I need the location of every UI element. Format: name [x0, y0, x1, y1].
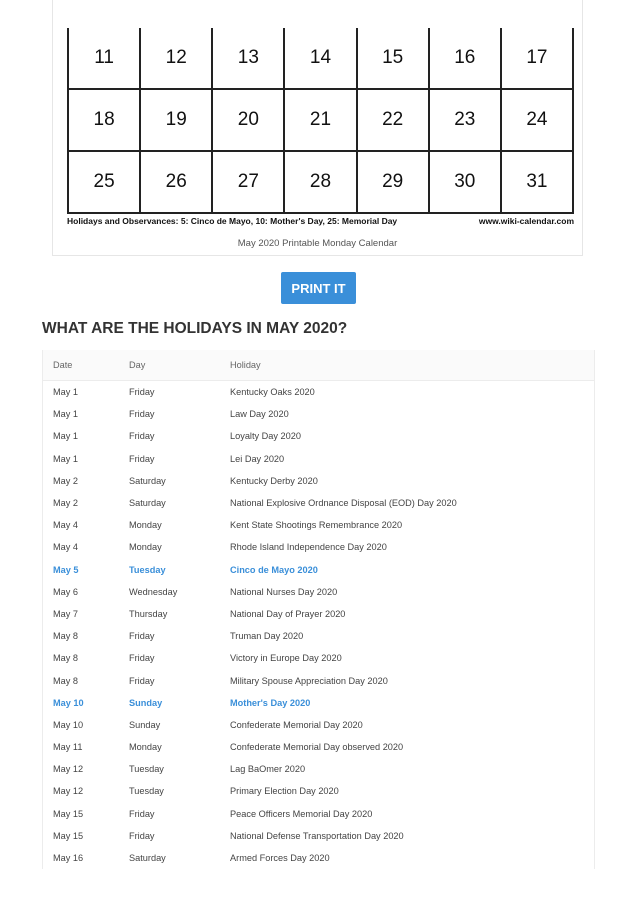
calendar-day-cell: 15	[357, 28, 429, 89]
cell-holiday: Kentucky Oaks 2020	[230, 387, 315, 398]
cell-day: Sunday	[129, 719, 161, 730]
calendar-week-row	[68, 151, 573, 213]
cell-holiday: Victory in Europe Day 2020	[230, 653, 342, 664]
table-row	[43, 448, 595, 470]
cell-holiday: Truman Day 2020	[230, 631, 304, 642]
table-row	[43, 425, 595, 447]
cell-holiday: National Nurses Day 2020	[230, 586, 338, 597]
cell-day: Friday	[129, 675, 155, 686]
cell-holiday: Kentucky Derby 2020	[230, 475, 318, 486]
table-row	[43, 825, 595, 847]
cell-date: May 5	[53, 564, 79, 575]
table-row	[43, 714, 595, 736]
calendar-day-cell: 26	[140, 151, 212, 213]
header-date: Date	[43, 350, 130, 381]
cell-holiday: National Explosive Ordnance Disposal (EOD) Day 2020	[230, 498, 457, 509]
cell-date: May 1	[53, 409, 79, 420]
header-day: Day	[129, 350, 230, 381]
calendar-day-cell: 22	[357, 89, 429, 151]
table-row	[43, 381, 595, 404]
table-row	[43, 536, 595, 558]
calendar-day-cell: 20	[212, 89, 284, 151]
calendar-day-cell: 12	[140, 28, 212, 89]
calendar-day-cell: 31	[501, 151, 573, 213]
calendar-grid	[67, 28, 574, 214]
cell-holiday: Rhode Island Independence Day 2020	[230, 542, 387, 553]
cell-date: May 4	[53, 520, 79, 531]
table-row	[43, 514, 595, 536]
cell-holiday: Cinco de Mayo 2020	[230, 564, 318, 575]
calendar-day-cell: 17	[501, 28, 573, 89]
cell-day: Thursday	[129, 608, 168, 619]
cell-day: Saturday	[129, 475, 166, 486]
calendar-day-cell: 28	[284, 151, 356, 213]
cell-day: Friday	[129, 653, 155, 664]
cell-date: May 7	[53, 608, 79, 619]
calendar-day-cell: 13	[212, 28, 284, 89]
header-holiday: Holiday	[230, 350, 595, 381]
cell-date: May 8	[53, 675, 79, 686]
cell-day: Friday	[129, 830, 155, 841]
holidays-table	[42, 350, 595, 869]
cell-date: May 1	[53, 387, 79, 398]
cell-date: May 6	[53, 586, 79, 597]
table-row	[43, 847, 595, 869]
cell-day: Monday	[129, 520, 162, 531]
calendar-day-cell: 24	[501, 89, 573, 151]
table-row	[43, 625, 595, 647]
cell-holiday: Peace Officers Memorial Day 2020	[230, 808, 373, 819]
table-row	[43, 647, 595, 669]
cell-day: Saturday	[129, 853, 166, 864]
cell-day: Friday	[129, 808, 155, 819]
cell-day: Monday	[129, 742, 162, 753]
calendar-day-cell: 30	[429, 151, 501, 213]
calendar-day-cell: 27	[212, 151, 284, 213]
table-row	[43, 736, 595, 758]
calendar-footer	[67, 216, 574, 226]
cell-holiday: Mother's Day 2020	[230, 697, 311, 708]
cell-date: May 11	[53, 742, 83, 753]
cell-date: May 10	[53, 697, 84, 708]
section-title: WHAT ARE THE HOLIDAYS IN MAY 2020?	[42, 320, 348, 337]
cell-date: May 12	[53, 764, 84, 775]
cell-day: Tuesday	[129, 764, 164, 775]
cell-day: Tuesday	[129, 564, 166, 575]
calendar-source-url: www.wiki-calendar.com	[478, 216, 574, 226]
table-row	[43, 692, 595, 714]
cell-date: May 2	[53, 475, 79, 486]
table-row	[43, 492, 595, 514]
calendar-caption: May 2020 Printable Monday Calendar	[237, 238, 398, 249]
calendar-holidays-note: Holidays and Observances: 5: Cinco de Mayo, 10: Mother's Day, 25: Memorial Day	[67, 216, 398, 226]
cell-day: Sunday	[129, 697, 163, 708]
calendar-week-row	[68, 28, 573, 89]
table-row	[43, 559, 595, 581]
cell-holiday: National Day of Prayer 2020	[230, 608, 346, 619]
calendar-day-cell: 18	[68, 89, 140, 151]
calendar-day-cell: 23	[429, 89, 501, 151]
cell-day: Friday	[129, 387, 155, 398]
cell-day: Saturday	[129, 498, 166, 509]
cell-holiday: Law Day 2020	[230, 409, 289, 420]
table-row	[43, 603, 595, 625]
print-button[interactable]: PRINT IT	[281, 272, 356, 304]
cell-holiday: Confederate Memorial Day 2020	[230, 719, 363, 730]
cell-day: Friday	[129, 409, 155, 420]
calendar-day-cell: 14	[284, 28, 356, 89]
cell-holiday: Military Spouse Appreciation Day 2020	[230, 675, 388, 686]
cell-day: Wednesday	[129, 586, 178, 597]
cell-date: May 4	[53, 542, 79, 553]
cell-date: May 15	[53, 808, 84, 819]
calendar-day-cell: 16	[429, 28, 501, 89]
cell-holiday: Lei Day 2020	[230, 453, 285, 464]
cell-date: May 1	[53, 453, 79, 464]
cell-holiday: Confederate Memorial Day observed 2020	[230, 742, 404, 753]
cell-date: May 12	[53, 786, 84, 797]
cell-date: May 16	[53, 853, 84, 864]
table-row	[43, 803, 595, 825]
cell-date: May 2	[53, 498, 79, 509]
table-row	[43, 403, 595, 425]
cell-holiday: Primary Election Day 2020	[230, 786, 339, 797]
cell-day: Friday	[129, 453, 155, 464]
cell-day: Friday	[129, 631, 155, 642]
cell-holiday: National Defense Transportation Day 2020	[230, 830, 404, 841]
table-row	[43, 780, 595, 802]
calendar-week-row	[68, 89, 573, 151]
table-row	[43, 669, 595, 691]
cell-day: Monday	[129, 542, 162, 553]
cell-holiday: Kent State Shootings Remembrance 2020	[230, 520, 403, 531]
cell-date: May 15	[53, 830, 84, 841]
cell-date: May 10	[53, 719, 84, 730]
calendar-image	[52, 0, 583, 256]
cell-day: Tuesday	[129, 786, 164, 797]
table-row	[43, 581, 595, 603]
table-header-row	[43, 350, 595, 381]
table-row	[43, 758, 595, 780]
calendar-day-cell: 11	[68, 28, 140, 89]
cell-holiday: Loyalty Day 2020	[230, 431, 301, 442]
cell-day: Friday	[129, 431, 155, 442]
calendar-day-cell: 29	[357, 151, 429, 213]
calendar-day-cell: 25	[68, 151, 140, 213]
table-row	[43, 470, 595, 492]
calendar-day-cell: 19	[140, 89, 212, 151]
cell-date: May 8	[53, 653, 79, 664]
cell-holiday: Armed Forces Day 2020	[230, 853, 330, 864]
cell-date: May 1	[53, 431, 79, 442]
cell-date: May 8	[53, 631, 79, 642]
calendar-day-cell: 21	[284, 89, 356, 151]
cell-holiday: Lag BaOmer 2020	[230, 764, 306, 775]
